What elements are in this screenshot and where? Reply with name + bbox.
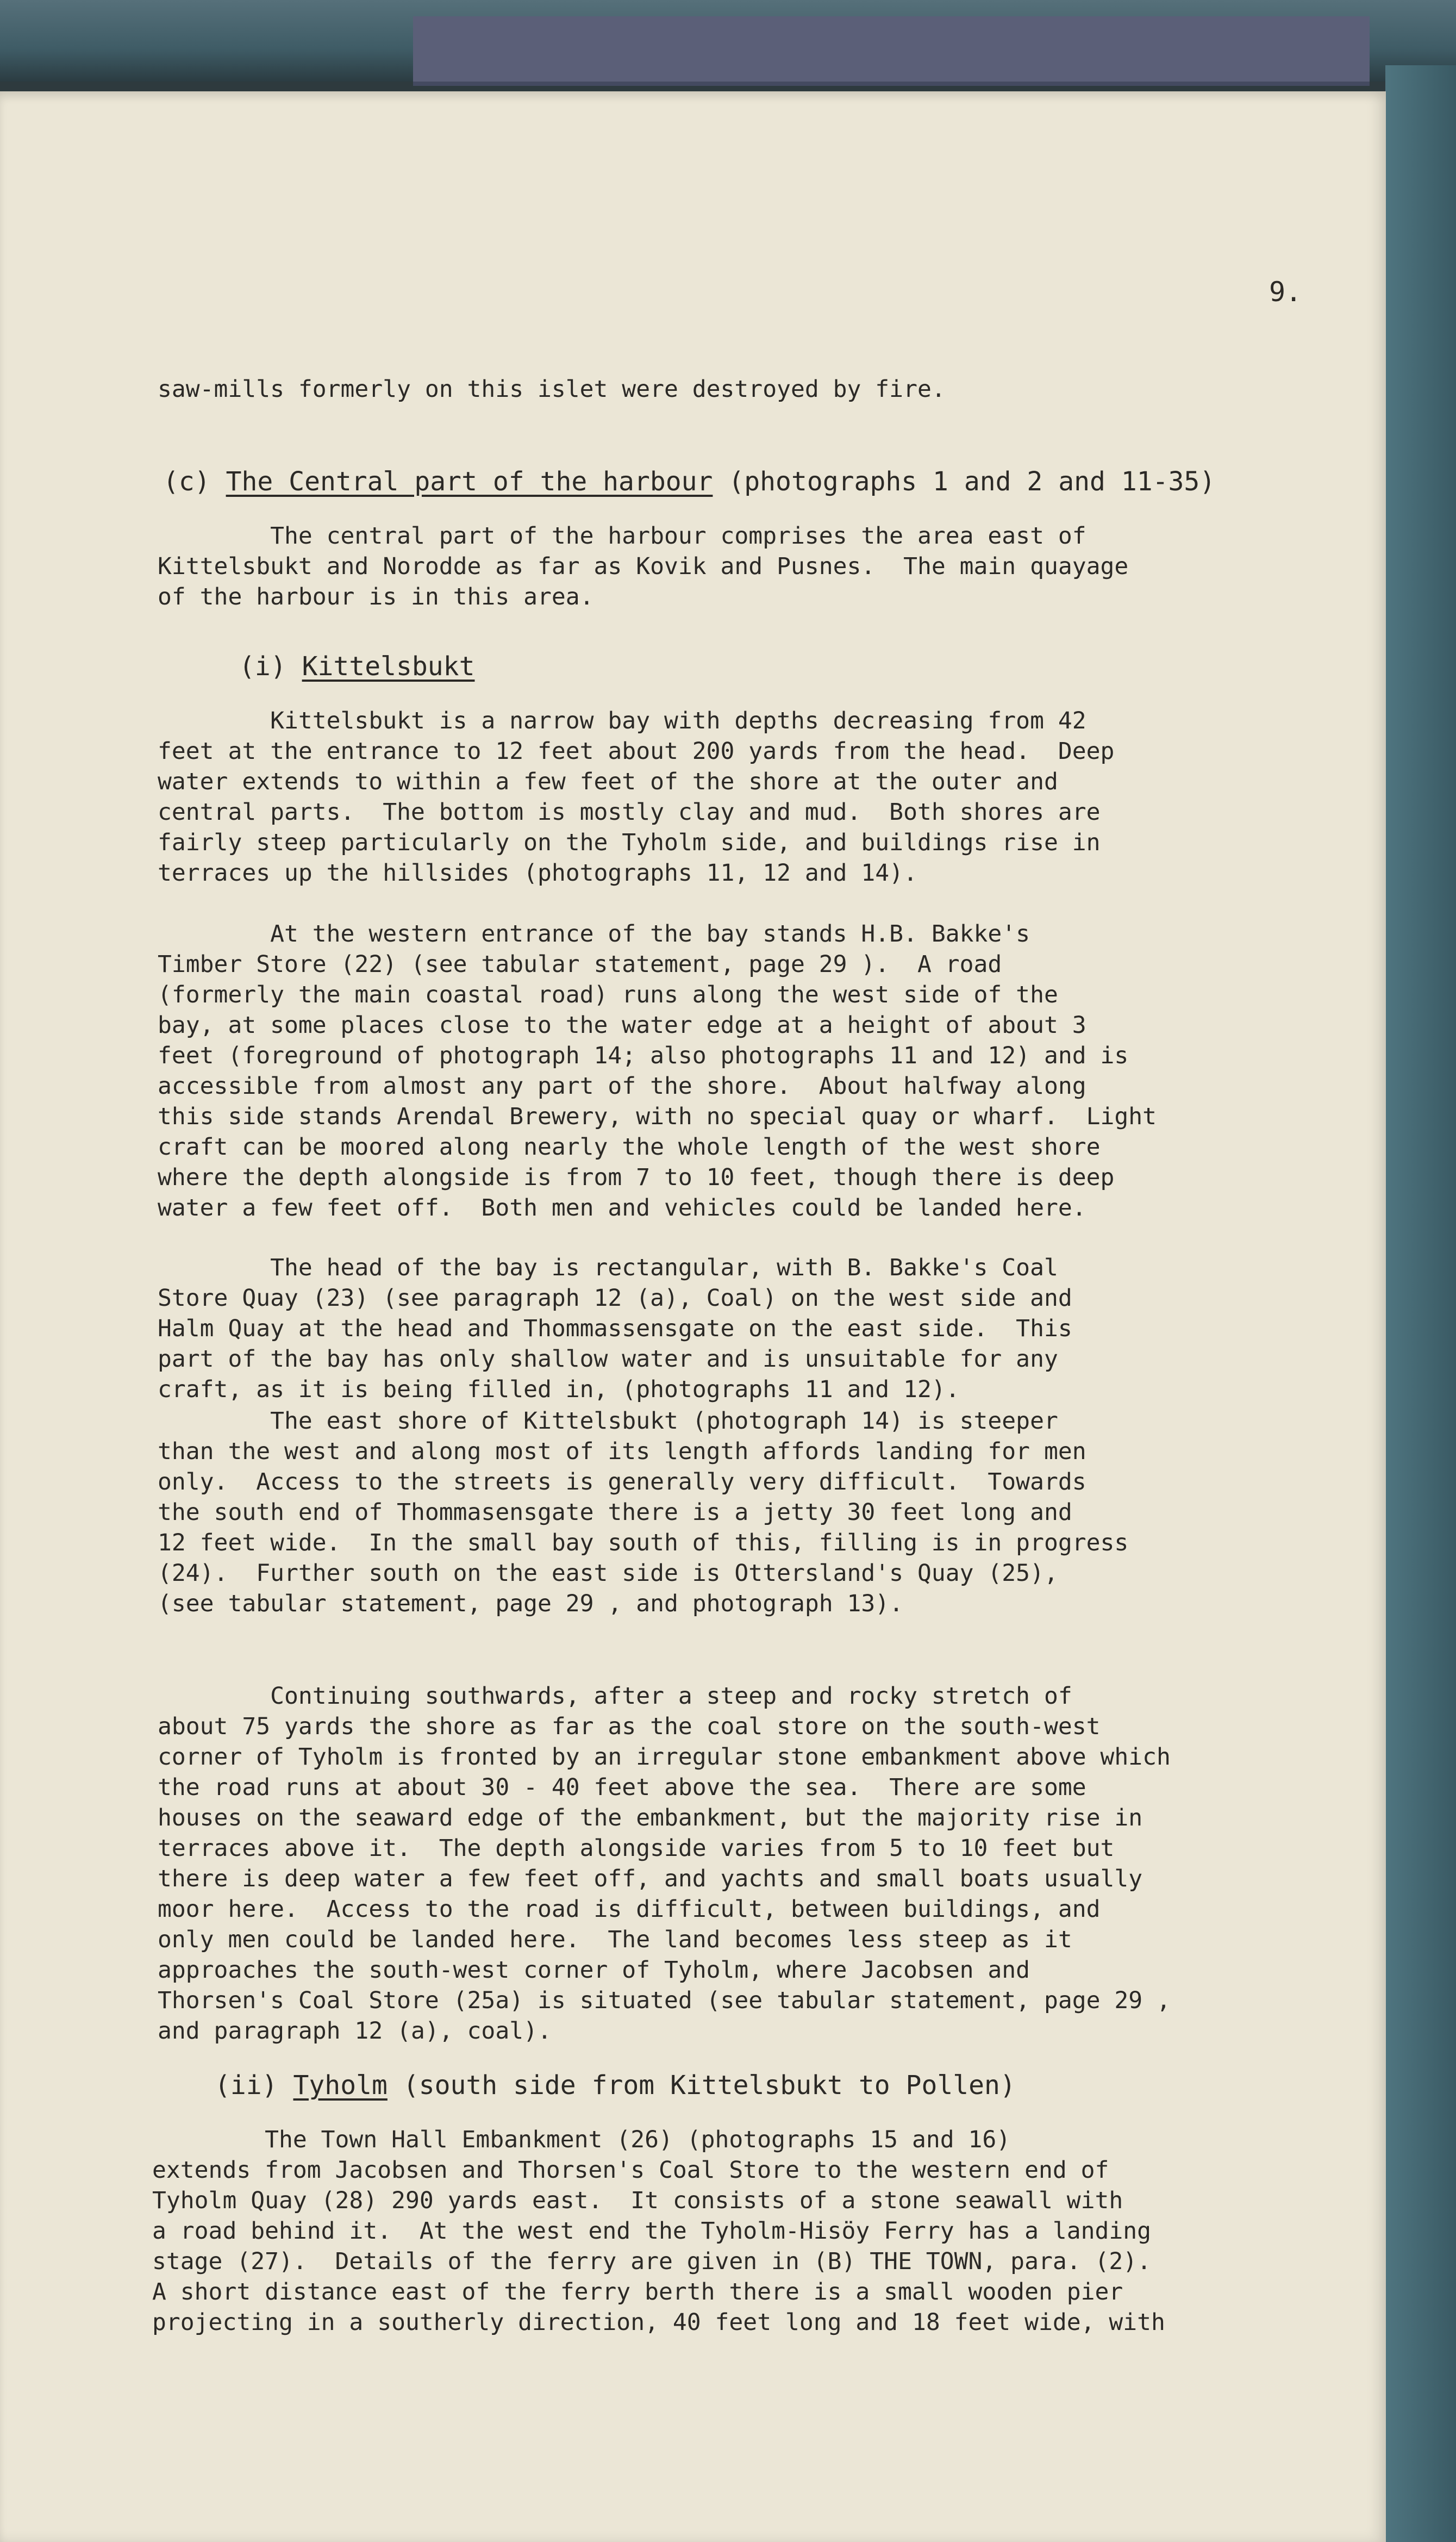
kittelsbukt-paragraph-2: At the western entrance of the bay stands H.B. Bakke's Timber Store (22) (see tabular statement, page 29 ). A road (formerly the main coastal road) runs along the west side of the bay, at some places close to the water edge at a height of about 3 feet (foreground of photograph 14; also photographs 11 and 12) and is accessible from almost any part of the shore. About halfway along this side stands Arendal Brewery, with no special quay or wharf. Light craft can be moored along nearly the whole length of the west shore where the depth alongside is from 7 to 10 feet, though there is deep water a few feet off. Both men and vehicles could be landed here.	[158, 920, 1157, 1222]
subsection-i-label: (i)	[239, 651, 302, 682]
tyholm-paragraph-1: The Town Hall Embankment (26) (photographs 15 and 16) extends from Jacobsen and Thorsen's Coal Store to the western end of Tyholm Quay (28) 290 yards east. It consists of a stone seawall with a road behind it. At the west end the Tyholm-Hisöy Ferry has a landing stage (27). Details of the ferry are given in (B) THE TOWN, para. (2). A short distance east of the ferry berth there is a small wooden pier projecting in a southerly direction, 40 feet long and 18 feet wide, with	[152, 2126, 1165, 2336]
book-cover-right-edge	[1385, 65, 1456, 2542]
section-c-paragraph: The central part of the harbour comprises the area east of Kittelsbukt and Norodde as far as Kovik and Pusnes. The main quayage of the harbour is in this area.	[158, 522, 1129, 610]
subsection-i-title: Kittelsbukt	[302, 651, 475, 682]
opening-line: saw-mills formerly on this islet were destroyed by fire.	[158, 376, 946, 403]
subsection-i-heading	[239, 651, 474, 682]
subsection-ii-title: Tyholm	[293, 2070, 388, 2101]
kittelsbukt-paragraph-5: Continuing southwards, after a steep and rocky stretch of about 75 yards the shore as far as the coal store on the south-west corner of Tyholm is fronted by an irregular stone embankment above which the road runs at about 30 - 40 feet above the sea. There are some houses on the seaward edge of the embankment, but the majority rise in terraces above it. The depth alongside varies from 5 to 10 feet but there is deep water a few feet off, and yachts and small boats usually moor here. Access to the road is difficult, between buildings, and only men could be landed here. The land becomes less steep as it approaches the south-west corner of Tyholm, where Jacobsen and Thorsen's Coal Store (25a) is situated (see tabular statement, page 29 , and paragraph 12 (a), coal).	[158, 1683, 1171, 2045]
book-cover-spine-strip	[413, 16, 1370, 86]
section-c-label: (c)	[163, 466, 226, 497]
page-number: 9.	[1269, 276, 1302, 308]
kittelsbukt-paragraph-3: The head of the bay is rectangular, with B. Bakke's Coal Store Quay (23) (see paragraph 12 (a), Coal) on the west side and Halm Quay at the head and Thommassensgate on the east side. This part of the bay has only shallow water and is unsuitable for any craft, as it is being filled in, (photographs 11 and 12).	[158, 1254, 1072, 1403]
kittelsbukt-paragraph-4: The east shore of Kittelsbukt (photograph 14) is steeper than the west and along most of its length affords landing for men only. Access to the streets is generally very difficult. Towards the south end of Thommasensgate there is a jetty 30 feet long and 12 feet wide. In the small bay south of this, filling is in progress (24). Further south on the east side is Ottersland's Quay (25), (see tabular statement, page 29 , and photograph 13).	[158, 1407, 1129, 1617]
subsection-ii-heading	[215, 2070, 1016, 2101]
document-page	[0, 91, 1386, 2542]
kittelsbukt-paragraph-1: Kittelsbukt is a narrow bay with depths decreasing from 42 feet at the entrance to 12 feet about 200 yards from the head. Deep water extends to within a few feet of the shore at the outer and central parts. The bottom is mostly clay and mud. Both shores are fairly steep particularly on the Tyholm side, and buildings rise in terraces up the hillsides (photographs 11, 12 and 14).	[158, 707, 1115, 887]
subsection-ii-label: (ii)	[215, 2070, 293, 2101]
section-c-title: The Central part of the harbour	[226, 466, 713, 497]
section-c-suffix: (photographs 1 and 2 and 11-35)	[713, 466, 1216, 497]
section-c-heading	[163, 466, 1215, 497]
subsection-ii-suffix: (south side from Kittelsbukt to Pollen)	[387, 2070, 1016, 2101]
